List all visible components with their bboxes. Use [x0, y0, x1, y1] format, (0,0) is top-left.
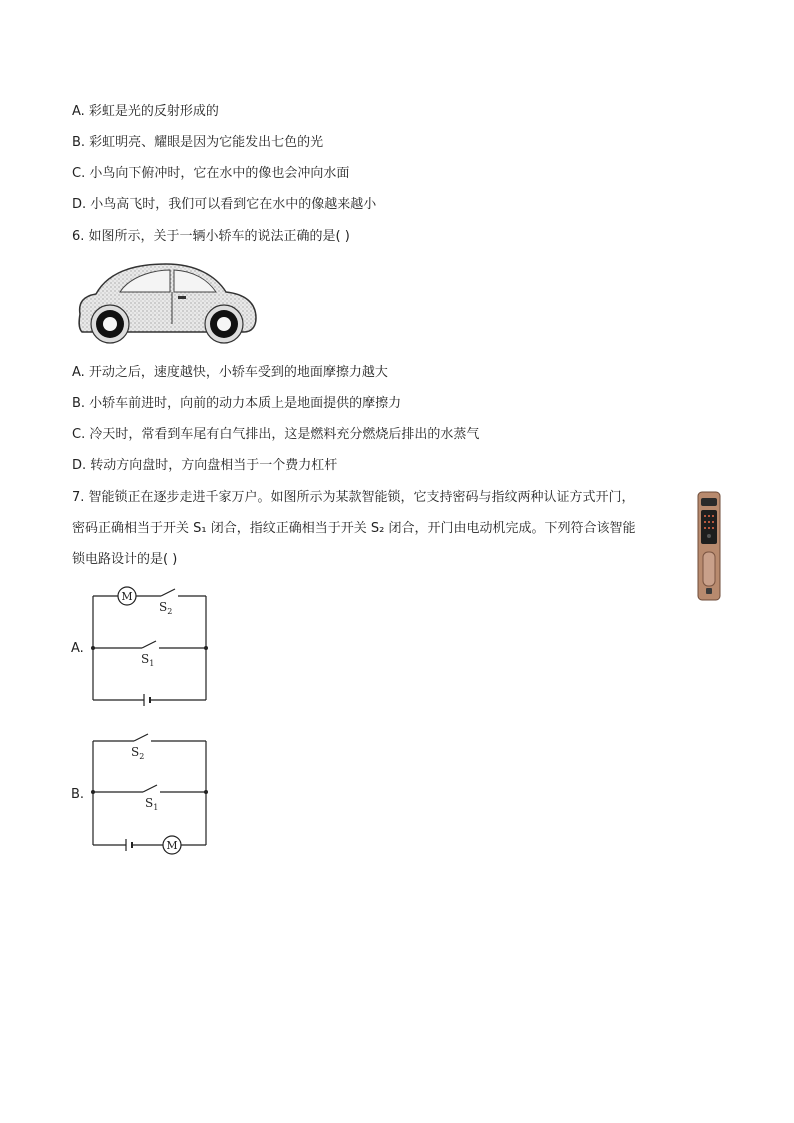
s1-label-a: S	[141, 652, 150, 666]
s2-sub-b: 2	[139, 752, 145, 761]
svg-text:S2	[131, 745, 144, 761]
q6-option-d: D. 转动方向盘时，方向盘相当于一个费力杠杆	[72, 458, 338, 473]
svg-text:S2	[159, 600, 172, 616]
svg-text:S1	[145, 796, 158, 812]
circuit-diagram-a	[70, 585, 220, 710]
q6-option-b: B. 小轿车前进时，向前的动力本质上是地面提供的摩擦力	[72, 396, 402, 411]
q6-option-c: C. 冷天时，常看到车尾有白气排出，这是燃料充分燃烧后排出的水蒸气	[72, 427, 480, 442]
s1-sub-b: 1	[153, 803, 159, 812]
smart-lock-image	[694, 490, 724, 602]
q6-stem: 6. 如图所示，关于一辆小轿车的说法正确的是( )	[72, 229, 350, 244]
q5-option-d: D. 小鸟高飞时，我们可以看到它在水中的像越来越小	[72, 197, 377, 212]
car-image	[74, 262, 260, 346]
q7-stem-line1: 7. 智能锁正在逐步走进千家万户。如图所示为某款智能锁，它支持密码与指纹两种认证方式开门，	[72, 490, 635, 505]
q7-option-b-label: B.	[71, 787, 85, 802]
s2-sub-a: 2	[167, 607, 173, 616]
motor-label-b: M	[166, 839, 178, 852]
q7-stem-line3: 锁电路设计的是( )	[72, 552, 178, 567]
q5-option-b: B. 彩虹明亮、耀眼是因为它能发出七色的光	[72, 135, 324, 150]
svg-text:S1	[141, 652, 154, 668]
q7-stem-line2: 密码正确相当于开关 S₁ 闭合，指纹正确相当于开关 S₂ 闭合，开门由电动机完成。下列符合该智能	[72, 521, 636, 536]
s1-sub-a: 1	[149, 659, 155, 668]
motor-label-a: M	[121, 590, 133, 603]
circuit-diagram-b	[70, 730, 220, 855]
q7-option-a-label: A.	[71, 641, 84, 656]
q5-option-a: A. 彩虹是光的反射形成的	[72, 104, 219, 119]
s1-label-b: S	[145, 796, 154, 810]
q6-option-a: A. 开动之后，速度越快，小轿车受到的地面摩擦力越大	[72, 365, 388, 380]
s2-label-a: S	[159, 600, 168, 614]
s2-label-b: S	[131, 745, 140, 759]
q5-option-c: C. 小鸟向下俯冲时，它在水中的像也会冲向水面	[72, 166, 350, 181]
